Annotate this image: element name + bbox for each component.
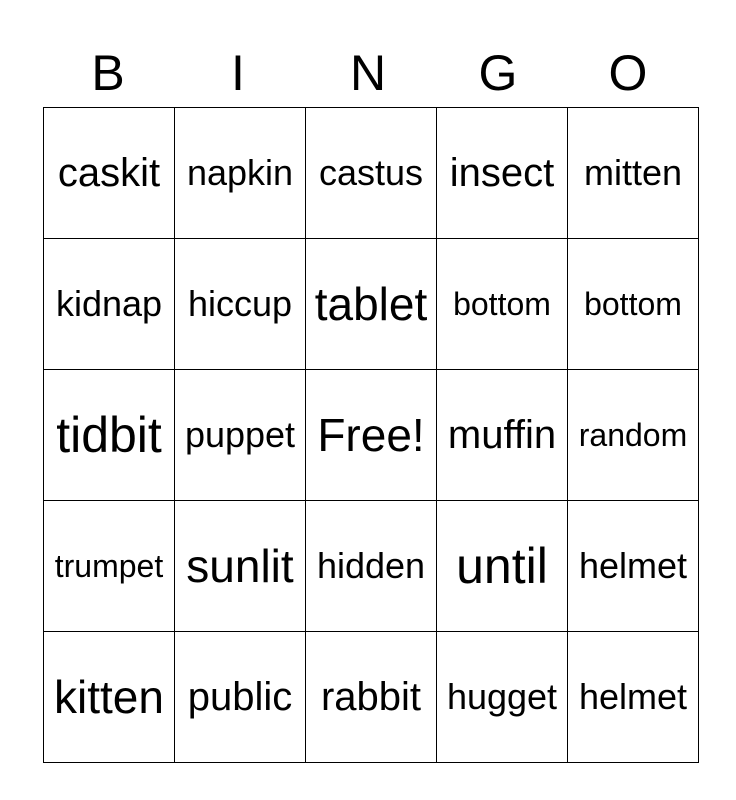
bingo-cell[interactable]: helmet: [568, 632, 699, 763]
bingo-cell[interactable]: hidden: [306, 501, 437, 632]
header-letter-b: B: [91, 45, 125, 101]
bingo-header: [43, 40, 693, 106]
bingo-cell[interactable]: napkin: [175, 108, 306, 239]
bingo-cell[interactable]: tidbit: [44, 370, 175, 501]
bingo-cell[interactable]: tablet: [306, 239, 437, 370]
header-letter-g: G: [478, 45, 518, 101]
bingo-cell[interactable]: trumpet: [44, 501, 175, 632]
bingo-cell[interactable]: mitten: [568, 108, 699, 239]
bingo-cell[interactable]: bottom: [568, 239, 699, 370]
bingo-cell[interactable]: public: [175, 632, 306, 763]
bingo-cell[interactable]: hugget: [437, 632, 568, 763]
bingo-cell[interactable]: caskit: [44, 108, 175, 239]
bingo-row-5: [44, 632, 699, 763]
bingo-row-3: [44, 370, 699, 501]
bingo-cell free-space[interactable]: Free!: [306, 370, 437, 501]
bingo-row-4: [44, 501, 699, 632]
bingo-cell[interactable]: kidnap: [44, 239, 175, 370]
header-letter-n: N: [349, 45, 387, 101]
bingo-cell[interactable]: sunlit: [175, 501, 306, 632]
bingo-row-1: [44, 108, 699, 239]
bingo-cell[interactable]: helmet: [568, 501, 699, 632]
bingo-cell[interactable]: until: [437, 501, 568, 632]
bingo-cell[interactable]: castus: [306, 108, 437, 239]
bingo-cell[interactable]: kitten: [44, 632, 175, 763]
bingo-cell[interactable]: insect: [437, 108, 568, 239]
bingo-cell[interactable]: bottom: [437, 239, 568, 370]
bingo-cell[interactable]: muffin: [437, 370, 568, 501]
bingo-cell[interactable]: rabbit: [306, 632, 437, 763]
header-letter-i: I: [231, 45, 245, 101]
bingo-cell[interactable]: puppet: [175, 370, 306, 501]
bingo-cell[interactable]: random: [568, 370, 699, 501]
header-letter-o: O: [608, 45, 648, 101]
bingo-row-2: [44, 239, 699, 370]
bingo-cell[interactable]: hiccup: [175, 239, 306, 370]
bingo-card: [43, 107, 699, 763]
